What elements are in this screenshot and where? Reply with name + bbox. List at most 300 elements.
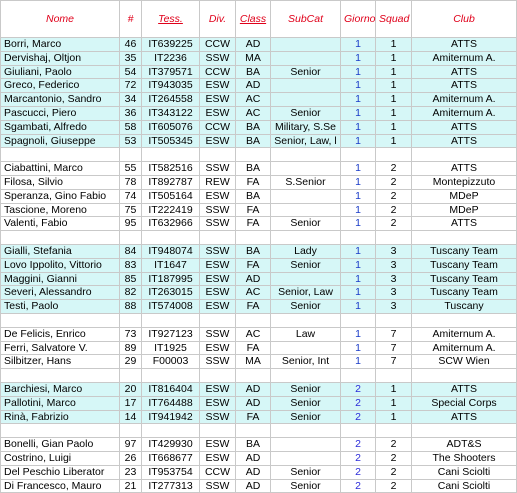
cell-giorno[interactable]: 1 <box>341 244 376 258</box>
cell-class[interactable]: FA <box>236 217 271 231</box>
cell-tessera[interactable]: IT263015 <box>142 286 200 300</box>
cell-club[interactable]: ATTS <box>412 217 517 231</box>
cell-subcat[interactable]: Senior, Law, l <box>271 134 341 148</box>
cell-tessera[interactable]: IT1647 <box>142 258 200 272</box>
cell-squad[interactable]: 2 <box>376 203 412 217</box>
cell-squad[interactable]: 1 <box>376 120 412 134</box>
cell-number[interactable]: 54 <box>120 65 142 79</box>
empty-cell <box>1 369 120 383</box>
cell-number[interactable]: 17 <box>120 396 142 410</box>
table-row[interactable] <box>1 175 517 189</box>
cell-division[interactable]: ESW <box>200 341 236 355</box>
cell-squad[interactable]: 1 <box>376 410 412 424</box>
cell-nome[interactable]: Testi, Paolo <box>1 300 120 314</box>
cell-squad[interactable]: 2 <box>376 189 412 203</box>
cell-division[interactable]: ESW <box>200 106 236 120</box>
cell-division[interactable]: ESW <box>200 134 236 148</box>
cell-club[interactable]: Amiternum A. <box>412 106 517 120</box>
cell-nome[interactable]: De Felicis, Enrico <box>1 327 120 341</box>
cell-class[interactable]: BA <box>236 120 271 134</box>
cell-number[interactable]: 97 <box>120 438 142 452</box>
table-row[interactable] <box>1 382 517 396</box>
table-row[interactable] <box>1 51 517 65</box>
cell-number[interactable]: 26 <box>120 451 142 465</box>
cell-number[interactable]: 21 <box>120 479 142 493</box>
empty-cell <box>341 313 376 327</box>
cell-class[interactable]: BA <box>236 65 271 79</box>
cell-squad[interactable]: 3 <box>376 300 412 314</box>
cell-squad[interactable]: 1 <box>376 51 412 65</box>
cell-division[interactable]: ESW <box>200 189 236 203</box>
table-row[interactable] <box>1 162 517 176</box>
cell-nome[interactable]: Rinà, Fabrizio <box>1 410 120 424</box>
cell-division[interactable]: ESW <box>200 79 236 93</box>
cell-giorno[interactable]: 1 <box>341 217 376 231</box>
cell-club[interactable]: ATTS <box>412 65 517 79</box>
cell-nome[interactable]: Severi, Alessandro <box>1 286 120 300</box>
cell-class[interactable]: FA <box>236 300 271 314</box>
cell-class[interactable]: AD <box>236 479 271 493</box>
cell-squad[interactable]: 2 <box>376 217 412 231</box>
table-row[interactable] <box>1 244 517 258</box>
cell-subcat[interactable] <box>271 162 341 176</box>
cell-number[interactable]: 88 <box>120 300 142 314</box>
group-separator <box>1 313 517 327</box>
cell-nome[interactable]: Pallotini, Marco <box>1 396 120 410</box>
cell-division[interactable]: SSW <box>200 203 236 217</box>
cell-tessera[interactable]: IT953754 <box>142 465 200 479</box>
cell-squad[interactable]: 2 <box>376 162 412 176</box>
table-row[interactable] <box>1 479 517 493</box>
cell-subcat[interactable]: Senior <box>271 258 341 272</box>
cell-club[interactable]: The Shooters <box>412 451 517 465</box>
cell-squad[interactable]: 1 <box>376 79 412 93</box>
cell-division[interactable]: CCW <box>200 65 236 79</box>
cell-club[interactable]: Special Corps <box>412 396 517 410</box>
cell-club[interactable]: Tuscany Team <box>412 272 517 286</box>
cell-number[interactable]: 75 <box>120 203 142 217</box>
cell-tessera[interactable]: IT764488 <box>142 396 200 410</box>
cell-tessera[interactable]: IT574008 <box>142 300 200 314</box>
cell-giorno[interactable]: 1 <box>341 203 376 217</box>
cell-squad[interactable]: 3 <box>376 272 412 286</box>
cell-number[interactable]: 14 <box>120 410 142 424</box>
cell-tessera[interactable]: F00003 <box>142 355 200 369</box>
cell-nome[interactable]: Spagnoli, Giuseppe <box>1 134 120 148</box>
cell-class[interactable]: AD <box>236 382 271 396</box>
cell-squad[interactable]: 1 <box>376 396 412 410</box>
cell-giorno[interactable]: 1 <box>341 327 376 341</box>
cell-squad[interactable]: 7 <box>376 327 412 341</box>
cell-division[interactable]: ESW <box>200 300 236 314</box>
cell-class[interactable]: AD <box>236 465 271 479</box>
cell-division[interactable]: ESW <box>200 93 236 107</box>
header-subcat[interactable]: SubCat <box>271 1 341 38</box>
cell-number[interactable]: 83 <box>120 258 142 272</box>
empty-cell <box>376 231 412 245</box>
table-row[interactable] <box>1 120 517 134</box>
cell-club[interactable]: ATTS <box>412 382 517 396</box>
cell-tessera[interactable]: IT1925 <box>142 341 200 355</box>
cell-subcat[interactable]: Lady <box>271 244 341 258</box>
cell-tessera[interactable]: IT277313 <box>142 479 200 493</box>
cell-number[interactable]: 58 <box>120 120 142 134</box>
cell-squad[interactable]: 1 <box>376 38 412 52</box>
cell-class[interactable]: AC <box>236 106 271 120</box>
cell-subcat[interactable] <box>271 438 341 452</box>
table-row[interactable] <box>1 341 517 355</box>
empty-cell <box>271 148 341 162</box>
cell-class[interactable]: FA <box>236 203 271 217</box>
cell-division[interactable]: SSW <box>200 51 236 65</box>
cell-giorno[interactable]: 1 <box>341 120 376 134</box>
cell-nome[interactable]: Tascione, Moreno <box>1 203 120 217</box>
cell-squad[interactable]: 2 <box>376 175 412 189</box>
cell-subcat[interactable]: Senior <box>271 479 341 493</box>
cell-club[interactable]: Cani Sciolti <box>412 479 517 493</box>
cell-club[interactable]: ATTS <box>412 410 517 424</box>
table-row[interactable] <box>1 65 517 79</box>
cell-tessera[interactable]: IT2236 <box>142 51 200 65</box>
empty-cell <box>142 313 200 327</box>
cell-class[interactable]: AC <box>236 93 271 107</box>
cell-class[interactable]: BA <box>236 162 271 176</box>
table-row[interactable] <box>1 79 517 93</box>
cell-number[interactable]: 89 <box>120 341 142 355</box>
cell-squad[interactable]: 2 <box>376 438 412 452</box>
cell-tessera[interactable]: IT632966 <box>142 217 200 231</box>
table-row[interactable] <box>1 203 517 217</box>
cell-class[interactable]: FA <box>236 258 271 272</box>
cell-tessera[interactable]: IT892787 <box>142 175 200 189</box>
cell-class[interactable]: AD <box>236 272 271 286</box>
cell-subcat[interactable] <box>271 341 341 355</box>
cell-club[interactable]: Tuscany Team <box>412 286 517 300</box>
cell-subcat[interactable]: Military, S.Se <box>271 120 341 134</box>
table-row[interactable] <box>1 327 517 341</box>
cell-nome[interactable]: Pascucci, Piero <box>1 106 120 120</box>
cell-club[interactable]: ADT&S <box>412 438 517 452</box>
cell-giorno[interactable]: 2 <box>341 410 376 424</box>
cell-giorno[interactable]: 2 <box>341 396 376 410</box>
cell-giorno[interactable]: 1 <box>341 175 376 189</box>
cell-squad[interactable]: 2 <box>376 465 412 479</box>
cell-giorno[interactable]: 1 <box>341 106 376 120</box>
cell-division[interactable]: ESW <box>200 286 236 300</box>
cell-subcat[interactable]: Senior <box>271 65 341 79</box>
cell-tessera[interactable]: IT948074 <box>142 244 200 258</box>
table-row[interactable] <box>1 93 517 107</box>
cell-tessera[interactable]: IT505345 <box>142 134 200 148</box>
cell-division[interactable]: REW <box>200 175 236 189</box>
cell-nome[interactable]: Maggini, Gianni <box>1 272 120 286</box>
cell-tessera[interactable]: IT187995 <box>142 272 200 286</box>
cell-class[interactable]: AD <box>236 451 271 465</box>
cell-class[interactable]: AC <box>236 327 271 341</box>
cell-class[interactable]: MA <box>236 51 271 65</box>
table-row[interactable] <box>1 438 517 452</box>
cell-squad[interactable]: 1 <box>376 134 412 148</box>
cell-subcat[interactable]: S.Senior <box>271 175 341 189</box>
cell-squad[interactable]: 1 <box>376 106 412 120</box>
cell-nome[interactable]: Marcantonio, Sandro <box>1 93 120 107</box>
cell-subcat[interactable] <box>271 79 341 93</box>
cell-giorno[interactable]: 2 <box>341 465 376 479</box>
cell-division[interactable]: SSW <box>200 327 236 341</box>
cell-subcat[interactable]: Senior <box>271 106 341 120</box>
cell-nome[interactable]: Gialli, Stefania <box>1 244 120 258</box>
cell-club[interactable]: Amiternum A. <box>412 93 517 107</box>
cell-tessera[interactable]: IT264558 <box>142 93 200 107</box>
cell-number[interactable]: 82 <box>120 286 142 300</box>
cell-class[interactable]: BA <box>236 134 271 148</box>
table-row[interactable] <box>1 272 517 286</box>
cell-number[interactable]: 74 <box>120 189 142 203</box>
cell-club[interactable]: MDeP <box>412 203 517 217</box>
cell-club[interactable]: SCW Wien <box>412 355 517 369</box>
cell-club[interactable]: Tuscany <box>412 300 517 314</box>
cell-subcat[interactable]: Senior <box>271 396 341 410</box>
cell-division[interactable]: CCW <box>200 120 236 134</box>
cell-tessera[interactable]: IT668677 <box>142 451 200 465</box>
cell-division[interactable]: SSW <box>200 162 236 176</box>
cell-club[interactable]: ATTS <box>412 38 517 52</box>
table-row[interactable] <box>1 465 517 479</box>
cell-giorno[interactable]: 1 <box>341 189 376 203</box>
cell-giorno[interactable]: 1 <box>341 341 376 355</box>
cell-number[interactable]: 29 <box>120 355 142 369</box>
cell-tessera[interactable]: IT505164 <box>142 189 200 203</box>
cell-nome[interactable]: Giuliani, Paolo <box>1 65 120 79</box>
cell-club[interactable]: ATTS <box>412 134 517 148</box>
cell-class[interactable]: MA <box>236 355 271 369</box>
cell-tessera[interactable]: IT816404 <box>142 382 200 396</box>
cell-club[interactable]: Montepizzuto <box>412 175 517 189</box>
table-row[interactable] <box>1 189 517 203</box>
cell-number[interactable]: 85 <box>120 272 142 286</box>
empty-cell <box>341 369 376 383</box>
cell-giorno[interactable]: 2 <box>341 438 376 452</box>
table-row[interactable] <box>1 451 517 465</box>
cell-tessera[interactable]: IT429930 <box>142 438 200 452</box>
cell-number[interactable]: 72 <box>120 79 142 93</box>
cell-number[interactable]: 36 <box>120 106 142 120</box>
cell-club[interactable]: ATTS <box>412 162 517 176</box>
cell-giorno[interactable]: 1 <box>341 65 376 79</box>
cell-club[interactable]: Amiternum A. <box>412 327 517 341</box>
header-nome[interactable]: Nome <box>1 1 120 38</box>
cell-tessera[interactable]: IT343122 <box>142 106 200 120</box>
cell-number[interactable]: 84 <box>120 244 142 258</box>
cell-division[interactable]: ESW <box>200 451 236 465</box>
cell-subcat[interactable]: Senior <box>271 300 341 314</box>
cell-subcat[interactable] <box>271 272 341 286</box>
cell-division[interactable]: SSW <box>200 479 236 493</box>
cell-class[interactable]: AD <box>236 396 271 410</box>
cell-nome[interactable]: Filosa, Silvio <box>1 175 120 189</box>
cell-tessera[interactable]: IT943035 <box>142 79 200 93</box>
empty-cell <box>1 424 120 438</box>
cell-subcat[interactable]: Law <box>271 327 341 341</box>
cell-nome[interactable]: Valenti, Fabio <box>1 217 120 231</box>
cell-subcat[interactable]: Senior, Law <box>271 286 341 300</box>
table-row[interactable] <box>1 300 517 314</box>
cell-squad[interactable]: 3 <box>376 244 412 258</box>
cell-number[interactable]: 78 <box>120 175 142 189</box>
cell-nome[interactable]: Greco, Federico <box>1 79 120 93</box>
cell-squad[interactable]: 7 <box>376 355 412 369</box>
cell-giorno[interactable]: 1 <box>341 51 376 65</box>
cell-squad[interactable]: 2 <box>376 451 412 465</box>
cell-squad[interactable]: 1 <box>376 382 412 396</box>
table-row[interactable] <box>1 410 517 424</box>
cell-giorno[interactable]: 1 <box>341 134 376 148</box>
cell-giorno[interactable]: 1 <box>341 300 376 314</box>
cell-club[interactable]: ATTS <box>412 79 517 93</box>
cell-nome[interactable]: Barchiesi, Marco <box>1 382 120 396</box>
cell-nome[interactable]: Del Peschio Liberator <box>1 465 120 479</box>
cell-nome[interactable]: Sgambati, Alfredo <box>1 120 120 134</box>
table-row[interactable] <box>1 38 517 52</box>
header-squad[interactable]: Squad <box>376 1 412 38</box>
header-class[interactable]: Class <box>236 1 271 38</box>
cell-tessera[interactable]: IT639225 <box>142 38 200 52</box>
table-row[interactable] <box>1 396 517 410</box>
cell-subcat[interactable]: Senior <box>271 217 341 231</box>
cell-subcat[interactable]: Senior, Int <box>271 355 341 369</box>
cell-tessera[interactable]: IT222419 <box>142 203 200 217</box>
cell-squad[interactable]: 3 <box>376 258 412 272</box>
cell-division[interactable]: SSW <box>200 410 236 424</box>
cell-class[interactable]: AD <box>236 79 271 93</box>
table-row[interactable] <box>1 106 517 120</box>
cell-nome[interactable]: Lovo Ippolito, Vittorio <box>1 258 120 272</box>
cell-nome[interactable]: Ciabattini, Marco <box>1 162 120 176</box>
cell-subcat[interactable] <box>271 51 341 65</box>
cell-division[interactable]: CCW <box>200 38 236 52</box>
cell-division[interactable]: SSW <box>200 355 236 369</box>
table-row[interactable] <box>1 355 517 369</box>
cell-squad[interactable]: 1 <box>376 93 412 107</box>
cell-number[interactable]: 23 <box>120 465 142 479</box>
cell-nome[interactable]: Costrino, Luigi <box>1 451 120 465</box>
table-row[interactable] <box>1 286 517 300</box>
cell-tessera[interactable]: IT605076 <box>142 120 200 134</box>
cell-division[interactable]: ESW <box>200 258 236 272</box>
cell-nome[interactable]: Speranza, Gino Fabio <box>1 189 120 203</box>
cell-giorno[interactable]: 1 <box>341 79 376 93</box>
cell-nome[interactable]: Ferri, Salvatore V. <box>1 341 120 355</box>
cell-club[interactable]: Amiternum A. <box>412 341 517 355</box>
cell-class[interactable]: FA <box>236 410 271 424</box>
cell-class[interactable]: FA <box>236 341 271 355</box>
cell-subcat[interactable] <box>271 93 341 107</box>
cell-nome[interactable]: Silbitzer, Hans <box>1 355 120 369</box>
cell-giorno[interactable]: 2 <box>341 451 376 465</box>
cell-nome[interactable]: Borri, Marco <box>1 38 120 52</box>
cell-division[interactable]: ESW <box>200 272 236 286</box>
cell-number[interactable]: 73 <box>120 327 142 341</box>
cell-division[interactable]: ESW <box>200 438 236 452</box>
header-club[interactable]: Club <box>412 1 517 38</box>
cell-giorno[interactable]: 2 <box>341 382 376 396</box>
cell-giorno[interactable]: 1 <box>341 258 376 272</box>
cell-division[interactable]: ESW <box>200 382 236 396</box>
cell-club[interactable]: MDeP <box>412 189 517 203</box>
cell-subcat[interactable]: Senior <box>271 465 341 479</box>
cell-club[interactable]: ATTS <box>412 120 517 134</box>
cell-subcat[interactable] <box>271 38 341 52</box>
cell-nome[interactable]: Di Francesco, Mauro <box>1 479 120 493</box>
empty-cell <box>341 231 376 245</box>
cell-class[interactable]: BA <box>236 189 271 203</box>
cell-number[interactable]: 46 <box>120 38 142 52</box>
cell-subcat[interactable]: Senior <box>271 382 341 396</box>
cell-squad[interactable]: 2 <box>376 479 412 493</box>
empty-cell <box>142 148 200 162</box>
cell-tessera[interactable]: IT941942 <box>142 410 200 424</box>
cell-giorno[interactable]: 2 <box>341 479 376 493</box>
table-row[interactable] <box>1 258 517 272</box>
cell-subcat[interactable] <box>271 203 341 217</box>
cell-class[interactable]: BA <box>236 244 271 258</box>
cell-club[interactable]: Amiternum A. <box>412 51 517 65</box>
cell-number[interactable]: 95 <box>120 217 142 231</box>
cell-club[interactable]: Tuscany Team <box>412 258 517 272</box>
cell-giorno[interactable]: 1 <box>341 355 376 369</box>
cell-club[interactable]: Cani Sciolti <box>412 465 517 479</box>
cell-giorno[interactable]: 1 <box>341 38 376 52</box>
header-tessera[interactable]: Tess. <box>142 1 200 38</box>
cell-nome[interactable]: Dervishaj, Oltjon <box>1 51 120 65</box>
cell-class[interactable]: BA <box>236 438 271 452</box>
header-giorno[interactable]: Giorno <box>341 1 376 38</box>
cell-number[interactable]: 35 <box>120 51 142 65</box>
empty-cell <box>200 424 236 438</box>
cell-number[interactable]: 20 <box>120 382 142 396</box>
cell-subcat[interactable] <box>271 451 341 465</box>
cell-class[interactable]: FA <box>236 175 271 189</box>
cell-number[interactable]: 53 <box>120 134 142 148</box>
cell-squad[interactable]: 1 <box>376 65 412 79</box>
cell-number[interactable]: 34 <box>120 93 142 107</box>
cell-division[interactable]: SSW <box>200 217 236 231</box>
cell-division[interactable]: CCW <box>200 465 236 479</box>
cell-squad[interactable]: 7 <box>376 341 412 355</box>
cell-subcat[interactable] <box>271 189 341 203</box>
cell-division[interactable]: SSW <box>200 244 236 258</box>
cell-class[interactable]: AD <box>236 38 271 52</box>
cell-club[interactable]: Tuscany Team <box>412 244 517 258</box>
cell-subcat[interactable]: Senior <box>271 410 341 424</box>
table-row[interactable] <box>1 217 517 231</box>
cell-giorno[interactable]: 1 <box>341 286 376 300</box>
cell-nome[interactable]: Bonelli, Gian Paolo <box>1 438 120 452</box>
cell-tessera[interactable]: IT582516 <box>142 162 200 176</box>
cell-number[interactable]: 55 <box>120 162 142 176</box>
table-row[interactable] <box>1 134 517 148</box>
header-division[interactable]: Div. <box>200 1 236 38</box>
cell-squad[interactable]: 3 <box>376 286 412 300</box>
cell-division[interactable]: ESW <box>200 396 236 410</box>
cell-tessera[interactable]: IT379571 <box>142 65 200 79</box>
cell-giorno[interactable]: 1 <box>341 272 376 286</box>
cell-giorno[interactable]: 1 <box>341 162 376 176</box>
cell-tessera[interactable]: IT927123 <box>142 327 200 341</box>
cell-class[interactable]: AC <box>236 286 271 300</box>
header-number[interactable]: # <box>120 1 142 38</box>
cell-giorno[interactable]: 1 <box>341 93 376 107</box>
